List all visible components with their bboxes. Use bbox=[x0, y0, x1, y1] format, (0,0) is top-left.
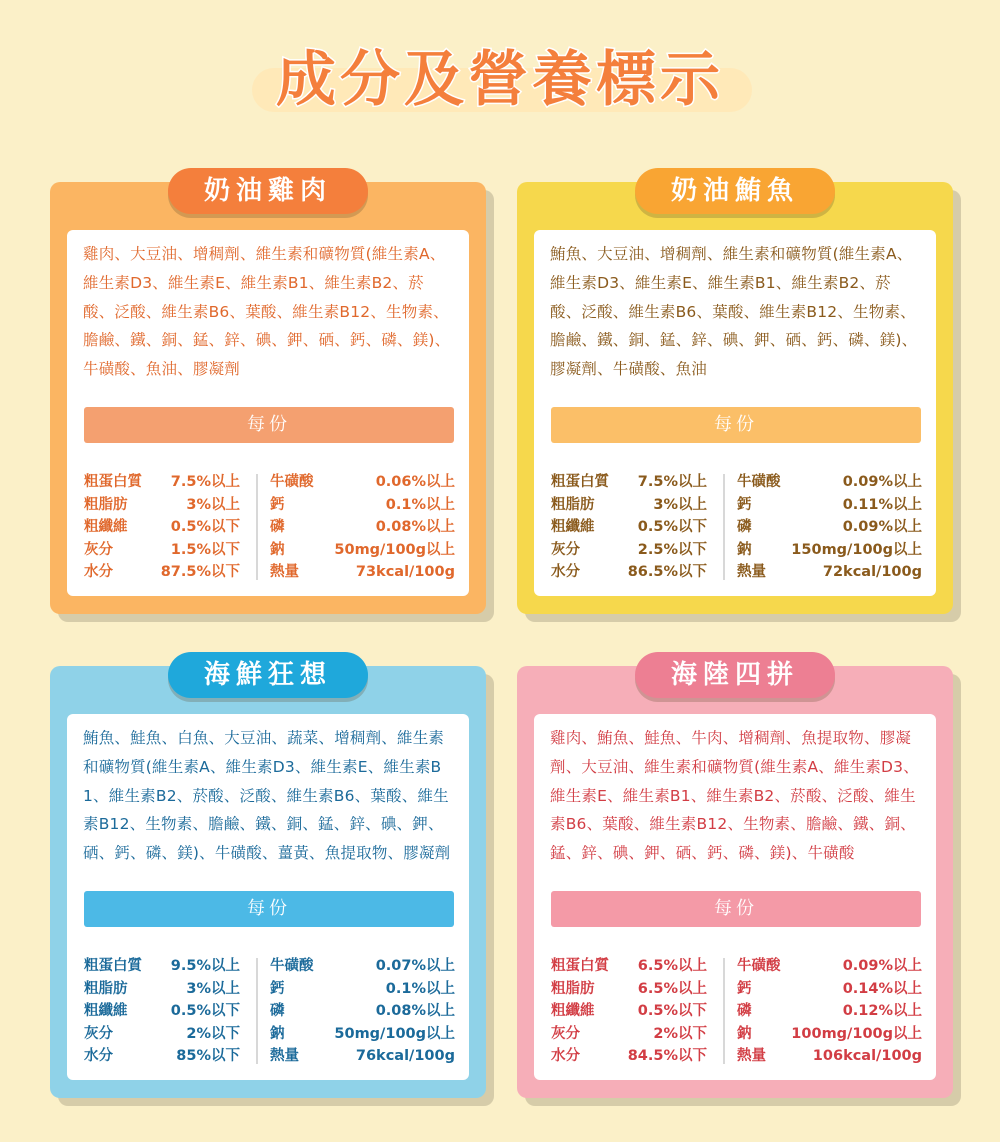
nutrition-row: 熱量 106kcal/100g bbox=[737, 1048, 922, 1065]
page-title: 成分及營養標示 bbox=[276, 45, 724, 115]
nutrition-right bbox=[737, 955, 922, 1068]
nutrition-row: 粗脂肪 3%以上 bbox=[551, 496, 707, 513]
nutrition-right bbox=[737, 471, 922, 584]
column-divider bbox=[723, 474, 725, 580]
nutrition-left bbox=[84, 471, 240, 584]
nutrition-row: 鈣 0.14%以上 bbox=[737, 980, 922, 997]
nutrition-row: 水分 84.5%以下 bbox=[551, 1048, 707, 1065]
nutrition-row: 熱量 73kcal/100g bbox=[270, 564, 455, 581]
ingredients-text: 鮪魚、大豆油、增稠劑、維生素和礦物質(維生素A、維生素D3、維生素E、維生素B1、維生素B2、菸酸、泛酸、維生素B6、葉酸、維生素B12、生物素、膽鹼、鐵、銅、錳、鋅、碘、鉀、硒、鈣、磷、鎂)、膠凝劑、牛磺酸、魚油 bbox=[550, 245, 918, 379]
column-divider bbox=[256, 474, 258, 580]
nutrition-row: 灰分 2%以下 bbox=[84, 1025, 240, 1042]
column-divider bbox=[256, 958, 258, 1064]
nutrition-left bbox=[551, 955, 707, 1068]
nutrition-row: 粗纖維 0.5%以下 bbox=[551, 1003, 707, 1020]
nutrition-row: 粗脂肪 3%以上 bbox=[84, 496, 240, 513]
nutrition-row: 灰分 1.5%以下 bbox=[84, 541, 240, 558]
nutrition-row: 粗蛋白質 9.5%以上 bbox=[84, 958, 240, 974]
card-title: 海鮮狂想 bbox=[168, 652, 368, 698]
nutrition-row: 鈣 0.1%以上 bbox=[270, 496, 455, 513]
nutrition-row: 牛磺酸 0.09%以上 bbox=[737, 958, 922, 974]
nutrition-row: 鈉 150mg/100g以上 bbox=[737, 541, 922, 558]
card-title: 奶油雞肉 bbox=[168, 168, 368, 214]
nutrition-row: 粗纖維 0.5%以下 bbox=[84, 519, 240, 536]
nutrition-row: 粗蛋白質 6.5%以上 bbox=[551, 958, 707, 974]
nutrition-left bbox=[551, 471, 707, 584]
card-body bbox=[67, 714, 469, 1080]
card-body bbox=[67, 230, 469, 596]
nutrition-row: 水分 86.5%以下 bbox=[551, 564, 707, 581]
card-land-sea-quad bbox=[517, 660, 953, 1098]
nutrition-row: 粗蛋白質 7.5%以上 bbox=[84, 474, 240, 490]
nutrition-row: 粗蛋白質 7.5%以上 bbox=[551, 474, 707, 490]
nutrition-row: 鈣 0.11%以上 bbox=[737, 496, 922, 513]
nutrition-row: 熱量 72kcal/100g bbox=[737, 564, 922, 581]
card-body bbox=[534, 230, 936, 596]
card-cream-chicken bbox=[50, 176, 486, 614]
card-body bbox=[534, 714, 936, 1080]
nutrition-row: 牛磺酸 0.06%以上 bbox=[270, 474, 455, 490]
nutrition-row: 鈣 0.1%以上 bbox=[270, 980, 455, 997]
ingredients-text: 雞肉、鮪魚、鮭魚、牛肉、增稠劑、魚提取物、膠凝劑、大豆油、維生素和礦物質(維生素A、維生素D3、維生素E、維生素B1、維生素B2、菸酸、泛酸、維生素B6、葉酸、維生素B12、生物素、膽鹼、鐵、銅、錳、鋅、碘、鉀、硒、鈣、磷、鎂)、牛磺酸 bbox=[550, 729, 919, 863]
card-title: 海陸四拼 bbox=[635, 652, 835, 698]
per-serving-bar: 每份 bbox=[551, 407, 921, 443]
nutrition-row: 磷 0.12%以上 bbox=[737, 1003, 922, 1020]
page-title-area bbox=[0, 40, 1000, 120]
nutrition-row: 灰分 2.5%以下 bbox=[551, 541, 707, 558]
nutrition-row: 粗脂肪 6.5%以上 bbox=[551, 980, 707, 997]
nutrition-row: 灰分 2%以下 bbox=[551, 1025, 707, 1042]
ingredients-text: 雞肉、大豆油、增稠劑、維生素和礦物質(維生素A、維生素D3、維生素E、維生素B1、維生素B2、菸酸、泛酸、維生素B6、葉酸、維生素B12、生物素、膽鹼、鐵、銅、錳、鋅、碘、鉀、硒、鈣、磷、鎂)、牛磺酸、魚油、膠凝劑 bbox=[83, 245, 451, 379]
nutrition-right bbox=[270, 955, 455, 1068]
nutrition-row: 熱量 76kcal/100g bbox=[270, 1048, 455, 1065]
nutrition-left bbox=[84, 955, 240, 1068]
nutrition-row: 牛磺酸 0.07%以上 bbox=[270, 958, 455, 974]
nutrition-row: 磷 0.09%以上 bbox=[737, 519, 922, 536]
per-serving-bar: 每份 bbox=[84, 407, 454, 443]
card-seafood-fantasy bbox=[50, 660, 486, 1098]
nutrition-row: 水分 85%以下 bbox=[84, 1048, 240, 1065]
per-serving-bar: 每份 bbox=[551, 891, 921, 927]
nutrition-row: 磷 0.08%以上 bbox=[270, 1003, 455, 1020]
nutrition-row: 粗纖維 0.5%以下 bbox=[84, 1003, 240, 1020]
column-divider bbox=[723, 958, 725, 1064]
nutrition-right bbox=[270, 471, 455, 584]
nutrition-row: 牛磺酸 0.09%以上 bbox=[737, 474, 922, 490]
nutrition-row: 水分 87.5%以下 bbox=[84, 564, 240, 581]
ingredients-text: 鮪魚、鮭魚、白魚、大豆油、蔬菜、增稠劑、維生素和礦物質(維生素A、維生素D3、維生素E、維生素B1、維生素B2、菸酸、泛酸、維生素B6、葉酸、維生素B12、生物素、膽鹼、鐵、銅、錳、鋅、碘、鉀、硒、鈣、磷、鎂)、牛磺酸、薑黃、魚提取物、膠凝劑 bbox=[83, 729, 451, 863]
nutrition-row: 鈉 50mg/100g以上 bbox=[270, 541, 455, 558]
card-title: 奶油鮪魚 bbox=[635, 168, 835, 214]
nutrition-row: 粗纖維 0.5%以下 bbox=[551, 519, 707, 536]
nutrition-row: 鈉 50mg/100g以上 bbox=[270, 1025, 455, 1042]
nutrition-row: 鈉 100mg/100g以上 bbox=[737, 1025, 922, 1042]
nutrition-row: 磷 0.08%以上 bbox=[270, 519, 455, 536]
nutrition-row: 粗脂肪 3%以上 bbox=[84, 980, 240, 997]
card-cream-tuna bbox=[517, 176, 953, 614]
per-serving-bar: 每份 bbox=[84, 891, 454, 927]
